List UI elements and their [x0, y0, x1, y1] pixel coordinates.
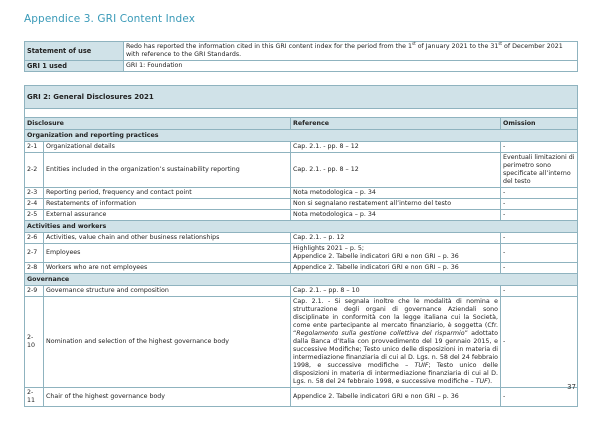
- row-disclosure: Workers who are not employees: [44, 263, 291, 274]
- table-row: [25, 210, 578, 221]
- col-disclosure: Disclosure: [25, 118, 291, 130]
- column-header-row: [25, 118, 578, 130]
- row-omission: -: [501, 263, 578, 274]
- row-omission: -: [501, 297, 578, 388]
- statement-text-b: of January 2021 to the 31: [415, 43, 499, 50]
- section-title: GRI 2: General Disclosures 2021: [25, 86, 578, 109]
- row-disclosure: Activities, value chain and other business relationships: [44, 233, 291, 244]
- col-reference: Reference: [291, 118, 501, 130]
- row-reference: Nota metodologica – p. 34: [291, 210, 501, 221]
- row-reference: Appendice 2. Tabelle indicatori GRI e non GRI – p. 36: [291, 388, 501, 407]
- group-row-activities: [25, 221, 578, 233]
- row-omission: Eventuali limitazioni di perimetro sono specificate all’interno del testo: [501, 153, 578, 188]
- row-disclosure: Nomination and selection of the highest governance body: [44, 297, 291, 388]
- row-reference: Nota metodologica – p. 34: [291, 188, 501, 199]
- gri1-value: GRI 1: Foundation: [124, 61, 578, 72]
- row-reference: Cap. 2.1. - pp. 8 – 12: [291, 153, 501, 188]
- row-reference: [291, 244, 501, 263]
- row-disclosure: Organizational details: [44, 142, 291, 153]
- row-omission: -: [501, 210, 578, 221]
- statement-text: [124, 42, 578, 61]
- row-disclosure: Employees: [44, 244, 291, 263]
- row-reference: Cap. 2.1. – pp. 8 – 10: [291, 286, 501, 297]
- row-reference: Appendice 2. Tabelle indicatori GRI e non GRI – p. 36: [291, 263, 501, 274]
- row-reference: Cap. 2.1. – p. 12: [291, 233, 501, 244]
- row-number: 2-8: [25, 263, 44, 274]
- row-number: 2-10: [25, 297, 44, 388]
- group-row-governance: [25, 274, 578, 286]
- row-disclosure: Chair of the highest governance body: [44, 388, 291, 407]
- row-number: 2-7: [25, 244, 44, 263]
- statement-sup-a: st: [412, 40, 416, 46]
- row-number: 2-4: [25, 199, 44, 210]
- table-row: [25, 263, 578, 274]
- row-number: 2-9: [25, 286, 44, 297]
- spacer-cell: [25, 109, 578, 118]
- table-row: [25, 233, 578, 244]
- group-label-activities: Activities and workers: [25, 221, 578, 233]
- gri1-label: GRI 1 used: [25, 61, 124, 72]
- disclosures-table: [24, 85, 578, 407]
- statement-text-a: Redo has reported the information cited in this GRI content index for the period from the 1: [126, 43, 413, 50]
- ref-text-d: TUIF: [414, 362, 429, 369]
- page-number: 37: [567, 383, 576, 391]
- table-row: [25, 188, 578, 199]
- row-number: 2-5: [25, 210, 44, 221]
- ref-text-g: ).: [487, 378, 493, 385]
- row-number: 2-3: [25, 188, 44, 199]
- row-number: 2-2: [25, 153, 44, 188]
- row-number: 2-1: [25, 142, 44, 153]
- gri1-row: [25, 61, 578, 72]
- table-row: [25, 153, 578, 188]
- group-label-org: Organization and reporting practices: [25, 130, 578, 142]
- statement-table: [24, 41, 578, 72]
- ref-text-b: Regolamento sulla gestione collettiva del risparmio: [296, 330, 465, 337]
- row-number: 2-6: [25, 233, 44, 244]
- row-disclosure: External assurance: [44, 210, 291, 221]
- row-reference-line2: Appendice 2. Tabelle indicatori GRI e non GRI – p. 36: [293, 253, 459, 260]
- ref-text-a: Cap. 2.1. - Si segnala inoltre che le modalità di nomina e strutturazione degli organi di governance Aziendali sono disciplinate in conformità con la legge italiana cui la Società, come ente partecipante al mercato finanziario, è soggetta (Cfr. “: [293, 298, 498, 337]
- spacer-row: [25, 109, 578, 118]
- row-reference: [291, 297, 501, 388]
- row-reference: Non si segnalano restatement all’interno del testo: [291, 199, 501, 210]
- group-label-governance: Governance: [25, 274, 578, 286]
- row-omission: -: [501, 388, 578, 407]
- statement-label: Statement of use: [25, 42, 124, 61]
- row-disclosure: Governance structure and composition: [44, 286, 291, 297]
- col-omission: Omission: [501, 118, 578, 130]
- row-disclosure: Reporting period, frequency and contact point: [44, 188, 291, 199]
- ref-text-e: ; Testo unico delle disposizioni in materia di intermediazione finanziaria di cui al D. Lgs. n. 58 del 24 febbraio 1998, e successive modifiche –: [293, 362, 498, 385]
- row-reference: Cap. 2.1. - pp. 8 – 12: [291, 142, 501, 153]
- table-row: [25, 142, 578, 153]
- page-title: Appendice 3. GRI Content Index: [24, 13, 196, 25]
- group-row-org: [25, 130, 578, 142]
- row-omission: -: [501, 286, 578, 297]
- row-omission: -: [501, 233, 578, 244]
- table-row: [25, 244, 578, 263]
- row-disclosure: Restatements of information: [44, 199, 291, 210]
- ref-text-f: TUF: [475, 378, 488, 385]
- row-disclosure: Entities included in the organization’s sustainability reporting: [44, 153, 291, 188]
- row-omission: -: [501, 188, 578, 199]
- statement-text-c: of December 2021 with reference to the GRI Standards.: [126, 43, 563, 58]
- row-omission: -: [501, 199, 578, 210]
- table-row: [25, 286, 578, 297]
- ref-text-c: ” adottato dalla Banca d’Italia con provvedimento del 19 gennaio 2015, e successive Modifiche; Testo unico delle disposizioni in materia di intermediazione finanziaria di cui al D. Lgs. n. 58 del 24 febbraio 1998, e successive modifiche –: [293, 330, 498, 369]
- statement-row: [25, 42, 578, 61]
- row-number: 2-11: [25, 388, 44, 407]
- table-row: [25, 388, 578, 407]
- statement-sup-b: st: [498, 40, 502, 46]
- row-reference-line1: Highlights 2021 – p. 5;: [293, 245, 365, 252]
- section-header-row: [25, 86, 578, 109]
- table-row: [25, 297, 578, 388]
- table-row: [25, 199, 578, 210]
- row-omission: -: [501, 142, 578, 153]
- row-omission: -: [501, 244, 578, 263]
